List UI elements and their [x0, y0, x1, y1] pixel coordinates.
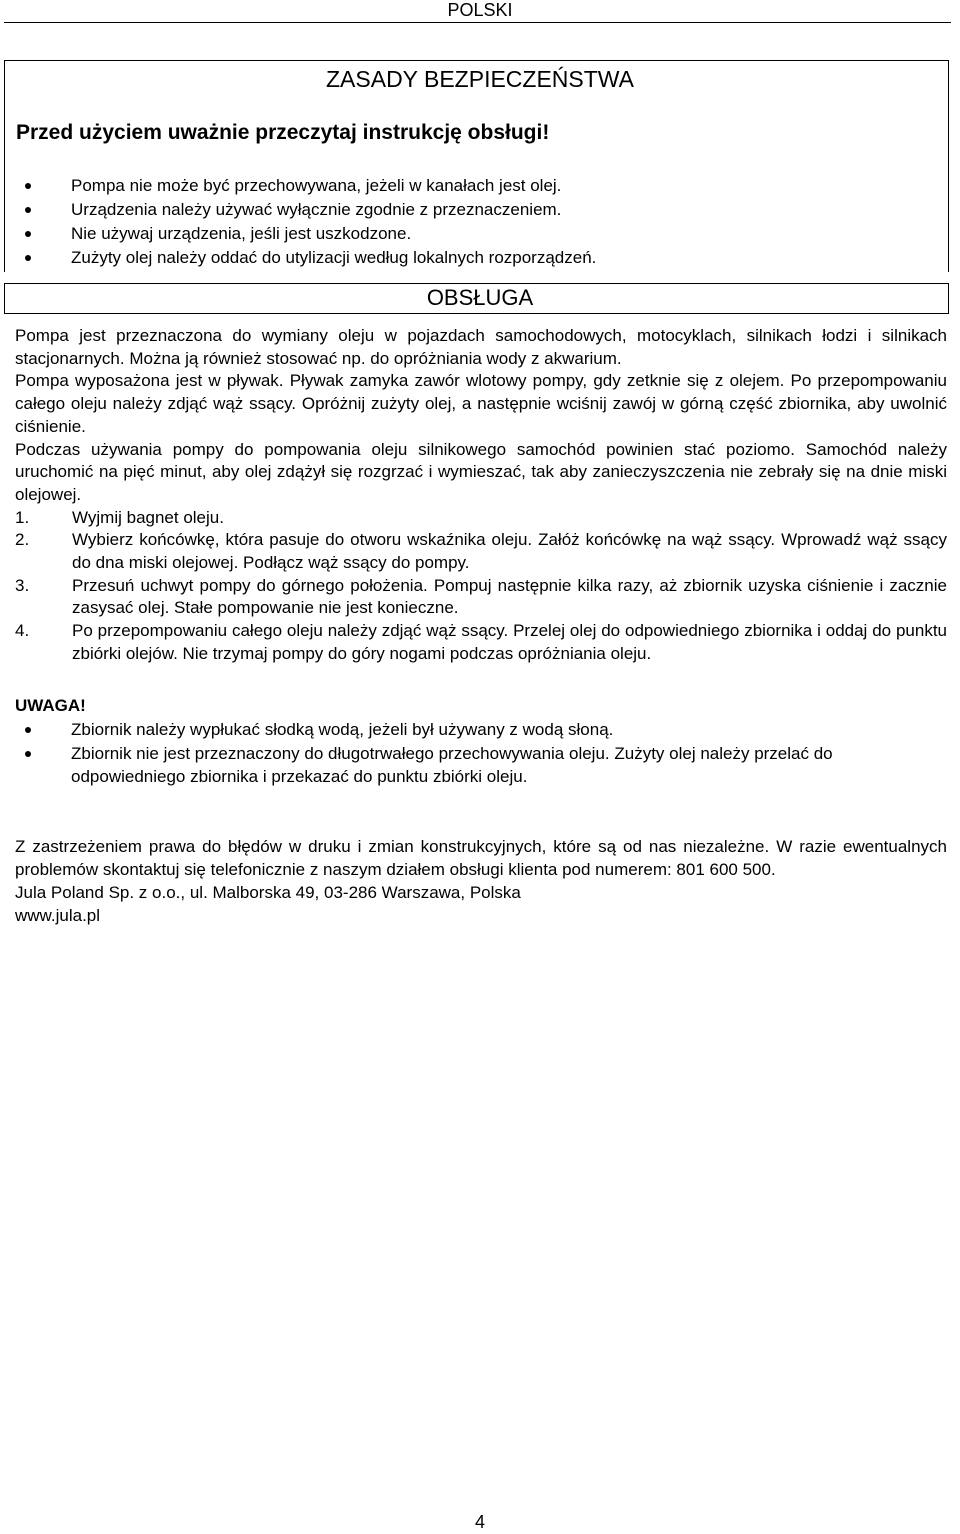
- safety-bullet-text: Pompa nie może być przechowywana, jeżeli w kanałach jest olej.: [71, 176, 562, 195]
- step-text: Po przepompowaniu całego oleju należy zdjąć wąż ssący. Przelej olej do odpowiedniego zbiornika i oddaj do punktu zbiórki olejów. Nie trzymaj pompy do góry nogami podczas opróżniania oleju.: [72, 621, 947, 663]
- step-text: Przesuń uchwyt pompy do górnego położenia. Pompuj następnie kilka razy, aż zbiornik uzyska ciśnienie i zacznie zasysać olej. Stałe pompowanie nie jest konieczne.: [72, 575, 947, 618]
- step-number: 3.: [15, 575, 30, 595]
- page-number: 4: [474, 1512, 485, 1532]
- safety-bullet-item: [0, 222, 596, 246]
- step-number: 1.: [15, 507, 30, 527]
- warning-bullet-item: [0, 742, 947, 788]
- bullet-dot-icon: [25, 207, 31, 213]
- header-language-label: POLSKI: [447, 0, 513, 20]
- operation-section-title: OBSŁUGA: [426, 285, 534, 310]
- operation-paragraph: Pompa jest przeznaczona do wymiany oleju w pojazdach samochodowych, motocyklach, silnikach łodzi i silnikach stacjonarnych. Można ją również stosować np. do opróżniania wody z akwarium.: [15, 326, 947, 368]
- footer-address: Jula Poland Sp. z o.o., ul. Malborska 49, 03-286 Warszawa, Polska: [15, 883, 521, 902]
- step-number: 4.: [15, 621, 30, 641]
- footer-disclaimer: Z zastrzeżeniem prawa do błędów w druku i zmian konstrukcyjnych, które są od nas niezależne. W razie ewentualnych problemów skontaktuj się telefonicznie z naszym działem obsługi klienta pod numerem: 801 600 500.: [15, 837, 947, 879]
- footer-website-link[interactable]: www.jula.pl: [15, 906, 101, 925]
- warning-title: UWAGA!: [15, 696, 86, 715]
- operation-step: [15, 620, 947, 665]
- operation-section-body: [15, 325, 947, 666]
- safety-section-title: ZASADY BEZPIECZEŃSTWA: [326, 66, 634, 92]
- safety-bullet-item: [0, 246, 596, 270]
- operation-step: [15, 529, 947, 574]
- bullet-dot-icon: [25, 751, 31, 757]
- warning-bullet-item: [0, 718, 947, 741]
- step-number: 2.: [15, 530, 30, 550]
- footer-contact-block: [15, 835, 947, 927]
- bullet-dot-icon: [25, 727, 31, 733]
- operation-paragraph: Pompa wyposażona jest w pływak. Pływak zamyka zawór wlotowy pompy, gdy zetknie się z olejem. Po przepompowaniu całego oleju należy zdjąć wąż ssący. Opróżnij zużyty olej, a następnie wciśnij zawój w górną część zbiornika, aby uwolnić ciśnienie.: [15, 371, 947, 436]
- step-text: Wyjmij bagnet oleju.: [72, 507, 224, 527]
- bullet-dot-icon: [25, 231, 31, 237]
- operation-steps-list: [15, 507, 947, 666]
- warning-bullet-text: Zbiornik nie jest przeznaczony do długotrwałego przechowywania oleju. Zużyty olej należy przelać do odpowiedniego zbiornika i przekazać do punktu zbiórki oleju.: [71, 744, 833, 786]
- operation-paragraph: Podczas używania pompy do pompowania oleju silnikowego samochód powinien stać poziomo. Samochód należy uruchomić na pięć minut, aby olej zdążył się rozgrzać i wymieszać, tak aby zanieczyszczenia nie zebrały się na dnie miski olejowej.: [15, 439, 947, 504]
- bullet-dot-icon: [25, 255, 31, 261]
- safety-bullet-item: [0, 174, 596, 198]
- header-divider: [4, 22, 951, 23]
- safety-bullet-text: Nie używaj urządzenia, jeśli jest uszkodzone.: [71, 224, 412, 243]
- warning-bullet-text: Zbiornik należy wypłukać słodką wodą, jeżeli był używany z wodą słoną.: [71, 720, 614, 739]
- warning-bullet-list: [0, 718, 947, 789]
- safety-bullet-list: [0, 174, 596, 270]
- step-text: Wybierz końcówkę, która pasuje do otworu wskaźnika oleju. Załóż końcówkę na wąż ssący. Wprowadź wąż ssący do dna miski olejowej. Podłącz wąż ssący do pompy.: [72, 530, 947, 573]
- safety-bullet-item: [0, 198, 596, 222]
- operation-step: [15, 507, 947, 530]
- safety-section-subtitle: Przed użyciem uważnie przeczytaj instrukcję obsługi!: [16, 121, 550, 144]
- operation-step: [15, 575, 947, 620]
- safety-bullet-text: Zużyty olej należy oddać do utylizacji według lokalnych rozporządzeń.: [71, 248, 597, 267]
- bullet-dot-icon: [25, 183, 31, 189]
- safety-bullet-text: Urządzenia należy używać wyłącznie zgodnie z przeznaczeniem.: [71, 200, 562, 219]
